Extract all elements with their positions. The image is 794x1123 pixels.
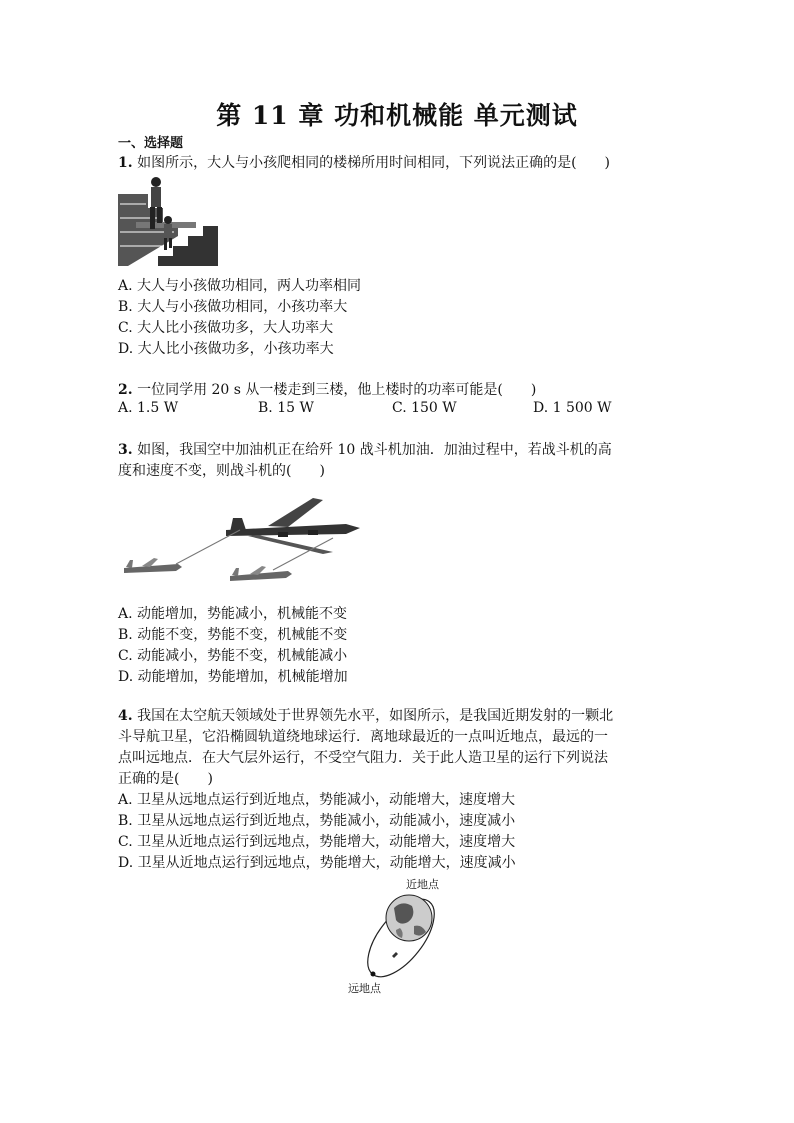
question-4-line-3: 点叫远地点．在大气层外运行，不受空气阻力．关于此人造卫星的运行下列说法 — [118, 750, 608, 766]
q3-option-a: A. 动能增加，势能减小，机械能不变 — [118, 606, 348, 622]
question-number: 1. — [118, 155, 133, 171]
q3-option-c: C. 动能减小，势能不变，机械能减小 — [118, 648, 348, 664]
section-heading: 一、选择题 — [118, 136, 184, 151]
q4-option-d: D. 卫星从近地点运行到远地点，势能增大，动能增大，速度减小 — [118, 855, 516, 871]
question-text-line-1: 如图，我国空中加油机正在给歼 10 战斗机加油．加油过程中，若战斗机的高 — [137, 442, 612, 458]
question-number: 4. — [118, 708, 133, 724]
question-4-line-2: 斗导航卫星，它沿椭圆轨道绕地球运行．离地球最近的一点叫近地点，最远的一 — [118, 729, 608, 745]
apogee-label: 远地点 — [348, 982, 381, 995]
page-title: 第 11 章 功和机械能 单元测试 — [216, 101, 578, 130]
question-3 — [118, 440, 612, 460]
question-4 — [118, 706, 613, 726]
q2-option-d: D. 1 500 W — [533, 400, 612, 416]
question-text: 如图所示，大人与小孩爬相同的楼梯所用时间相同，下列说法正确的是( ) — [137, 155, 610, 171]
question-number: 2. — [118, 382, 133, 398]
q2-option-c: C. 150 W — [392, 400, 457, 416]
q1-option-b: B. 大人与小孩做功相同，小孩功率大 — [118, 299, 348, 315]
stairs-figure — [118, 174, 218, 268]
question-4-line-4: 正确的是( ) — [118, 771, 213, 787]
question-3-line-2: 度和速度不变，则战斗机的( ) — [118, 463, 325, 479]
question-1 — [118, 153, 610, 173]
refueling-figure — [118, 494, 368, 588]
question-2 — [118, 380, 536, 400]
q1-option-a: A. 大人与小孩做功相同，两人功率相同 — [118, 278, 362, 294]
question-text-line-1: 我国在太空航天领域处于世界领先水平，如图所示，是我国近期发射的一颗北 — [137, 708, 614, 724]
q2-options — [0, 400, 794, 420]
q1-option-d: D. 大人比小孩做功多，小孩功率大 — [118, 341, 334, 357]
question-number: 3. — [118, 442, 133, 458]
q3-option-d: D. 动能增加，势能增加，机械能增加 — [118, 669, 348, 685]
perigee-label: 近地点 — [406, 878, 439, 891]
q3-option-b: B. 动能不变，势能不变，机械能不变 — [118, 627, 348, 643]
q2-option-b: B. 15 W — [258, 400, 314, 416]
q2-option-a: A. 1.5 W — [118, 400, 179, 416]
q1-option-c: C. 大人比小孩做功多，大人功率大 — [118, 320, 334, 336]
q4-option-a: A. 卫星从远地点运行到近地点，势能减小，动能增大，速度增大 — [118, 792, 516, 808]
question-text: 一位同学用 20 s 从一楼走到三楼，他上楼时的功率可能是( ) — [137, 382, 537, 398]
q4-option-c: C. 卫星从近地点运行到远地点，势能增大，动能增大，速度增大 — [118, 834, 516, 850]
satellite-orbit-figure — [356, 890, 446, 982]
q4-option-b: B. 卫星从远地点运行到近地点，势能减小，动能减小，速度减小 — [118, 813, 516, 829]
